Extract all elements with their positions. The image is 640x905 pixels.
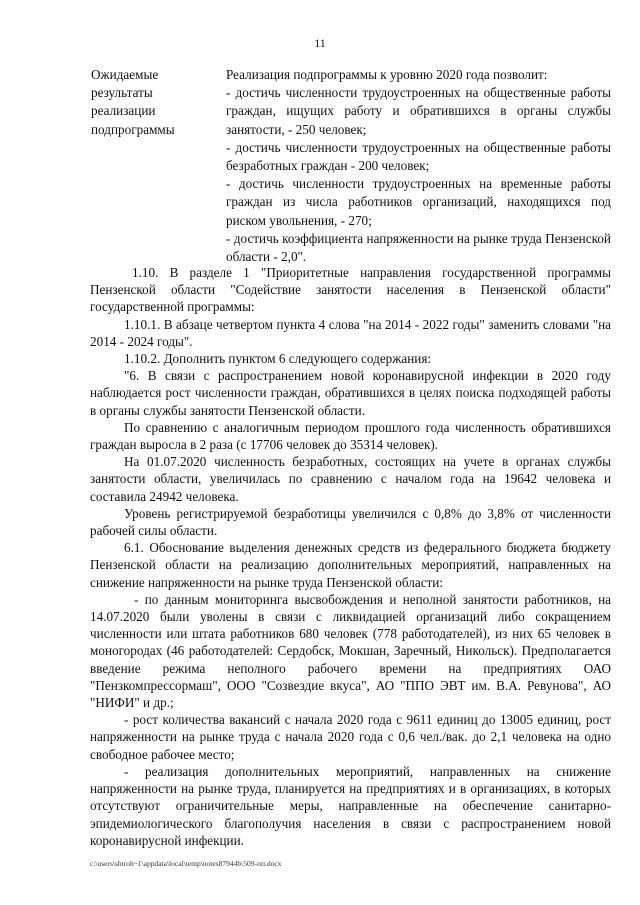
table-label-line: реализации [91, 103, 156, 119]
table-label-cell [91, 66, 221, 139]
table-content-paragraph: - достичь коэффициента напряженности на рынке труда Пензенской области - 2,0". [226, 230, 611, 265]
paragraph-unemployment-rate: Уровень регистрируемой безработицы увеличился с 0,8% до 3,8% от численности рабочей силы области. [90, 505, 611, 539]
table-label-line: Ожидаемые [91, 67, 159, 82]
table-label-line: подпрограммы [91, 121, 175, 137]
paragraph-measures: - реализация дополнительных мероприятий, направленных на снижение напряженности на рынке труда, планируется на предприятиях и в организациях, в которых отсутствуют ограничительные меры, направленные на обеспечение санитарно-эпидемиологического благополучия населения в связи с распространением новой коронавирусной инфекции. [90, 763, 611, 848]
footer-file-path: c:\users\shtroh~1\appdata\local\temp\notes87944b\509-пп.docx [90, 859, 282, 868]
paragraph-unemployed: На 01.07.2020 численность безработных, состоящих на учете в органах службы занятости области, увеличилась по сравнению с началом года на 19642 человека и составила 24942 человека. [90, 454, 611, 504]
paragraph-item-6: "6. В связи с распространением новой коронавирусной инфекции в 2020 году наблюдается рост численности граждан, обратившихся в целях поиска подходящей работы в органы службы занятости Пензенской области. [90, 368, 611, 418]
page-number: 11 [314, 36, 326, 50]
paragraph-1-10: 1.10. В разделе 1 "Приоритетные направления государственной программы Пензенской области "Содействие занятости населения в Пензенской области" государственной программы: [90, 265, 611, 315]
paragraph-vacancies: - рост количества вакансий с начала 2020 года с 9611 единиц до 13005 единиц, рост напряженности на рынке труда с начала 2020 года с 0,6 чел./вак. до 2,1 человека на одно свободное рабочее место; [90, 712, 611, 762]
table-content-paragraph: Реализация подпрограммы к уровню 2020 года позволит: [226, 67, 548, 82]
paragraph-comparison: По сравнению с аналогичным периодом прошлого года численность обратившихся граждан выросла в 2 раза (с 17706 человек до 35314 человек). [90, 419, 611, 453]
paragraph-1-10-1: 1.10.1. В абзаце четвертом пункта 4 слова "на 2014 - 2022 годы" заменить словами "на 2014 - 2024 годы". [90, 316, 611, 349]
paragraph-6-1: 6.1. Обоснование выделения денежных средств из федерального бюджета бюджету Пензенской области на реализацию дополнительных мероприятий, направленных на снижение напряженности на рынке труда Пензенской области: [90, 540, 611, 590]
paragraph-monitoring: - по данным мониторинга высвобождения и неполной занятости работников, на 14.07.2020 были уволены в связи с ликвидацией организаций либо сокращением численности или штата работников 680 человек (778 работодателей), из них 65 человек в моногородах (46 работодателей: Сердобск, Мокшан, Заречный, Никольск). Предполагается введение режима неполного рабочего времени на предприятиях ОАО "Пензкомпрессормаш", ООО "Созвездие вкуса", АО "ППО ЭВТ им. В.А. Ревунова", АО "НИФИ" и др.; [90, 591, 611, 711]
table-content-paragraph: - достичь численности трудоустроенных на общественные работы граждан, ищущих работу и обратившихся в органы службы занятости, - 250 человек; [226, 85, 611, 137]
table-content-cell [226, 66, 611, 266]
table-content-paragraph: - достичь численности трудоустроенных на общественные работы безработных граждан - 200 человек; [226, 139, 611, 174]
table-label-line: результаты [91, 85, 153, 101]
table-content-paragraph: - достичь численности трудоустроенных на временные работы граждан из числа работников организаций, находящихся под риском увольнения, - 270; [226, 176, 611, 228]
document-body [90, 264, 611, 849]
paragraph-1-10-2: 1.10.2. Дополнить пунктом 6 следующего содержания: [124, 351, 432, 367]
